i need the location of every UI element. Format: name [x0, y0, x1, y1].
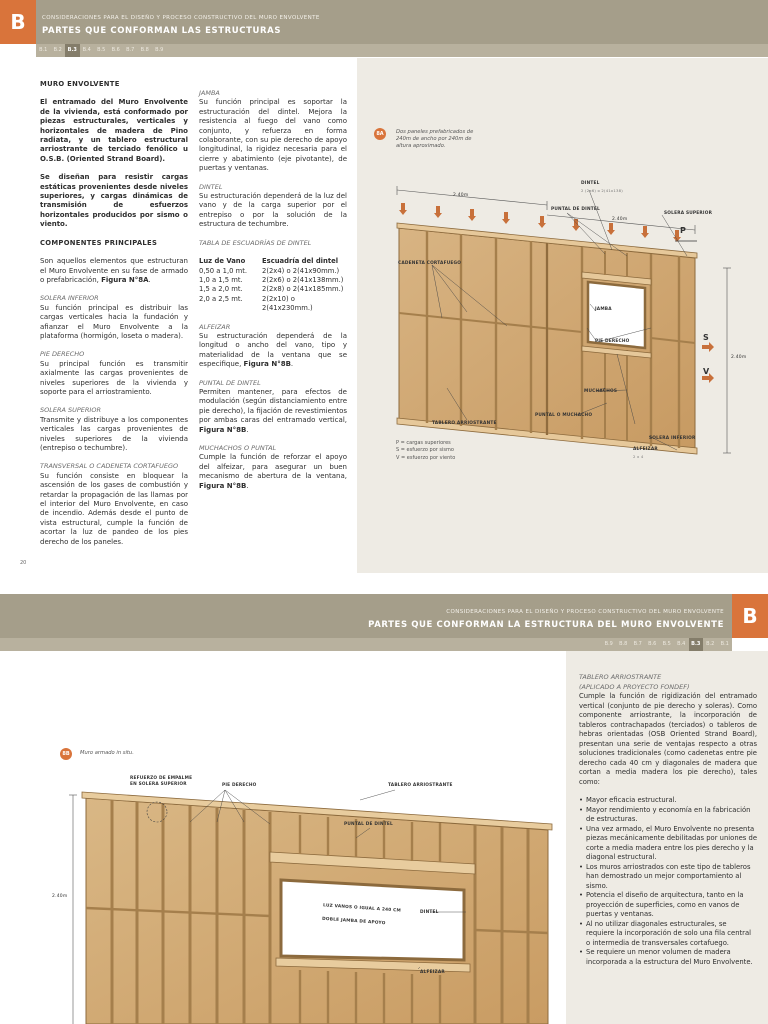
tablero-body: Cumple la función de rigidización del entramado vertical (conjunto de pie derecho y soleras). Como componente arriostrante, la incorporación de tableros contrachapados (terciados) o tableros de hebras orientadas (OSB Oriented Strand Board), presentan una serie de ventajas respecto a otras soluciones tradicionales (como cadenetas entre pie derecho cada 40 cm y diagonales de madera que cortan a media madera los pie derecho), tales como:: [579, 692, 757, 786]
label-pie-derecho-8a: PIE DERECHO: [595, 339, 630, 344]
label-solera-inferior-8a: SOLERA INFERIOR: [649, 436, 696, 441]
label-v-8a: V: [703, 367, 710, 376]
header-subtitle-bottom: CONSIDERACIONES PARA EL DISEÑO Y PROCESO CONSTRUCTIVO DEL MURO ENVOLVENTE: [446, 609, 724, 615]
section-tab[interactable]: B.2: [53, 47, 62, 53]
table-cell: 0,50 a 1,0 mt.: [199, 266, 248, 275]
label-muchachos-8a: MUCHACHOS: [584, 389, 618, 394]
heading-muro: MURO ENVOLVENTE: [40, 80, 120, 88]
label-tablero-8a: TABLERO ARRIOSTRANTE: [432, 421, 497, 426]
label-dintel-sub-8a: 2 (2x6) o 2(41x138): [581, 188, 623, 193]
header-bar-top: [36, 0, 768, 44]
tabla-title: TABLA DE ESCUADRÍAS DE DINTEL: [199, 238, 312, 247]
pie-derecho-text: Su principal función es transmitir axialmente las cargas provenientes de niveles superiores de la vivienda y soporte para el arriostramiento.: [40, 359, 188, 396]
section-tab[interactable]: B.3: [689, 638, 704, 651]
label-alfeizar-8a: ALFEIZAR: [633, 447, 658, 452]
section-tab[interactable]: B.2: [706, 641, 715, 647]
label-s-8a: S: [703, 333, 709, 342]
label-refuerzo-8b: REFUERZO DE EMPALME EN SOLERA SUPERIOR: [130, 776, 193, 787]
label-puntal-dintel-8a: PUNTAL DE DINTEL: [551, 207, 600, 212]
figure-caption-8b: Muro armado in situ.: [80, 750, 134, 756]
table-header: Escuadría del dintel: [262, 257, 339, 266]
section-tab[interactable]: B.3: [65, 44, 80, 57]
label-dintel-8b: DINTEL: [420, 910, 439, 915]
dim-height-8b: 2.40m: [52, 894, 68, 899]
section-tabs-bottom: [0, 638, 732, 651]
table-cell: 1,0 a 1,5 mt.: [199, 275, 243, 284]
label-tablero-8b: TABLERO ARRIOSTRANTE: [388, 783, 453, 788]
list-item: • Se requiere un menor volumen de madera incorporada a la estructura del Muro Envolvente.: [579, 948, 757, 967]
section-tab[interactable]: B.6: [111, 47, 120, 53]
tablero-bullets: [579, 796, 757, 967]
section-tab[interactable]: B.5: [662, 641, 671, 647]
muchachos-title: MUCHACHOS O PUNTAL: [199, 444, 277, 452]
header-title: PARTES QUE CONFORMAN LAS ESTRUCTURAS: [42, 26, 282, 36]
table-cell: 1,5 a 2,0 mt.: [199, 285, 243, 294]
section-tab[interactable]: B.4: [82, 47, 91, 53]
section-tab[interactable]: B.1: [39, 47, 48, 53]
jamba-text: Su función principal es soportar la estructuración del dintel. Mejora la resistencia al fuego del vano como conjunto, y refuerza en forma colaborante, con su pie derecho de apoyo longitudinal, la rigidez necesaria para el cierre y abatimiento (eje pivotante), de puertas y ventanas.: [199, 98, 347, 173]
section-badge-bottom: B: [732, 594, 768, 638]
figure-caption-8a: Dos paneles prefabricados de 240m de ancho por 240m de altura aproximado.: [396, 129, 474, 149]
header-subtitle: CONSIDERACIONES PARA EL DISEÑO Y PROCESO CONSTRUCTIVO DEL MURO ENVOLVENTE: [42, 15, 320, 21]
list-item: • Mayor eficacia estructural.: [579, 796, 757, 806]
dintel-title: DINTEL: [199, 182, 223, 191]
list-item: • Potencia el diseño de arquitectura, tanto en la proyección de superficies, como en vanos de puertas y ventanas.: [579, 891, 757, 920]
section-tab[interactable]: B.7: [126, 47, 135, 53]
table-cell: 2(2x6) o 2(41x138mm.): [262, 275, 344, 284]
label-jamba-8a: JAMBA: [595, 307, 612, 312]
label-luz-vano-8b: LUZ VANOS O IGUAL A 240 CM: [322, 903, 402, 914]
components-intro: Son aquellos elementos que estructuran el Muro Envolvente en su fase de armado o prefabricación, Figura N°8A.: [40, 257, 188, 284]
legend-item: P = cargas superiores: [396, 440, 451, 446]
dim-height-8a: 2.40m: [731, 355, 747, 360]
section-tab[interactable]: B.9: [604, 641, 613, 647]
alfeizar-title: ALFEIZAR: [199, 322, 231, 331]
wall-diagram-8b: [0, 760, 560, 1024]
tablero-title: TABLERO ARRIOSTRANTE: [579, 673, 662, 681]
solera-superior-text: Transmite y distribuye a los componentes verticales las cargas provenientes de niveles superiores de la vivienda (entrepiso o techumbre).: [40, 415, 188, 452]
label-cadeneta-8a: CADENETA CORTAFUEGO: [398, 261, 462, 266]
table-cell: 2(2x10) o 2(41x230mm.): [262, 294, 313, 313]
solera-inferior-text: Su función principal es distribuir las cargas verticales hacia la fundación y afianzar el Muro Envolvente a la plataforma (hormigón, loseta o madera).: [40, 303, 188, 340]
table-header: Luz de Vano: [199, 257, 246, 266]
figure-badge-8a: 8A: [374, 128, 386, 140]
legend-item: S = esfuerzo por sismo: [396, 447, 454, 454]
section-tab[interactable]: B.7: [633, 641, 642, 647]
figure-badge-8b: 8B: [60, 748, 72, 760]
label-alfeizar-sub-8a: 2 x 4: [633, 454, 644, 459]
list-item: • Al no utilizar diagonales estructurales, se requiere la incorporación de solo una fila central o intermedia de transversales cortafuego.: [579, 920, 757, 949]
label-pie-derecho-8b: PIE DERECHO: [222, 783, 257, 788]
label-puntal-dintel-8b: PUNTAL DE DINTEL: [344, 822, 393, 827]
section-tab[interactable]: B.9: [155, 47, 164, 53]
legend-8a: [396, 440, 455, 462]
section-tab[interactable]: B.5: [97, 47, 106, 53]
solera-inferior-title: SOLERA INFERIOR: [40, 294, 99, 303]
label-puntal-muchacho-8a: PUNTAL O MUCHACHO: [535, 413, 593, 418]
text-column-bottom: [579, 673, 757, 967]
section-tab[interactable]: B.6: [648, 641, 657, 647]
dintel-table: [199, 257, 347, 313]
label-solera-superior-8a: SOLERA SUPERIOR: [664, 211, 713, 216]
header-title-bottom: PARTES QUE CONFORMAN LA ESTRUCTURA DEL MURO ENVOLVENTE: [368, 620, 724, 630]
dintel-text: Su estructuración dependerá de la luz del vano y de la carga superior por el entrepiso o por la solución de la estructura de techumbre.: [199, 192, 347, 229]
puntal-title: PUNTAL DE DINTEL: [199, 378, 261, 387]
transversal-text: Su función consiste en bloquear la ascensión de los gases de combustión y retardar la propagación de las llamas por el interior del Muro Envolvente, en caso de incendio. Además desde el punto de vista estructural, cumple la función de acortar la luz de pandeo de los pies derecho de los paneles.: [40, 471, 188, 546]
puntal-text: Permiten mantener, para efectos de modulación (según distanciamiento entre pie derecho), la fijación de revestimientos por ambas caras del entramado vertical, Figura N°8B.: [199, 387, 347, 434]
section-tab[interactable]: B.8: [619, 641, 628, 647]
intro-text: El entramado del Muro Envolvente de la vivienda, está conformado por piezas estructurales, verticales y horizontales de madera de Pino radiata, y un tablero estructural arriostrante de terciado fenólico u O.S.B. (Oriented Strand Board).: [40, 98, 188, 163]
jamba-title: JAMBA: [199, 89, 220, 97]
solera-superior-title: SOLERA SUPERIOR: [40, 406, 101, 415]
muchachos-text: Cumple la función de reforzar el apoyo del alfeizar, para asegurar un buen mecanismo de abertura de la ventana, Figura N°8B.: [199, 453, 347, 490]
dim-width2-8a: 2.40m: [612, 217, 628, 222]
section-tab[interactable]: B.1: [720, 641, 729, 647]
list-item: • Una vez armado, el Muro Envolvente no presenta piezas mecánicamente debilitadas por uniones de corte a media madera entre los pies derecho y la diagonal estructural.: [579, 825, 757, 863]
table-cell: 2,0 a 2,5 mt.: [199, 294, 243, 303]
table-cell: 2(2x8) o 2(41x185mm.): [262, 285, 344, 294]
section-tab[interactable]: B.8: [140, 47, 149, 53]
label-doble-jamba-8b: DOBLE JAMBA DE APOYO: [321, 916, 386, 927]
transversal-title: TRANSVERSAL O CADENETA CORTAFUEGO: [40, 462, 179, 471]
table-cell: 2(2x4) o 2(41x90mm.): [262, 266, 340, 275]
list-item: • Los muros arriostrados con este tipo de tableros han demostrado un mejor comportamiento al sismo.: [579, 863, 757, 892]
alfeizar-text: Su estructuración dependerá de la longitud o ancho del vano, tipo y materialidad de la ventana que se especifique, Figura N°8B.: [199, 331, 347, 369]
wall-diagram-8a: [357, 58, 768, 573]
legend-item: V = esfuerzo por viento: [396, 454, 456, 461]
tablero-subtitle: (APLICADO A PROYECTO FONDEF): [579, 682, 690, 691]
label-alfeizar-8b: ALFEIZAR: [420, 970, 445, 975]
list-item: • Mayor rendimiento y economía en la fabricación de estructuras.: [579, 806, 757, 825]
section-tabs-top: [36, 44, 768, 57]
label-p-8a: P: [680, 226, 687, 235]
pie-derecho-title: PIE DERECHO: [40, 350, 85, 359]
intro-text-2: Se diseñan para resistir cargas estáticas provenientes desde niveles superiores, y cargas dinámicas de transmisión de esfuerzos horizontales producidos por sismo o viento.: [40, 173, 188, 229]
section-badge-top: B: [0, 0, 36, 44]
page-number: 20: [20, 560, 27, 566]
text-column-2: [199, 89, 347, 500]
dim-width-8a: 2.40m: [453, 193, 469, 198]
heading-componentes: COMPONENTES PRINCIPALES: [40, 238, 158, 247]
section-tab[interactable]: B.4: [677, 641, 686, 647]
label-dintel-8a: DINTEL: [581, 181, 600, 186]
text-column-1: [40, 80, 188, 556]
header-bar-bottom: [0, 594, 732, 638]
